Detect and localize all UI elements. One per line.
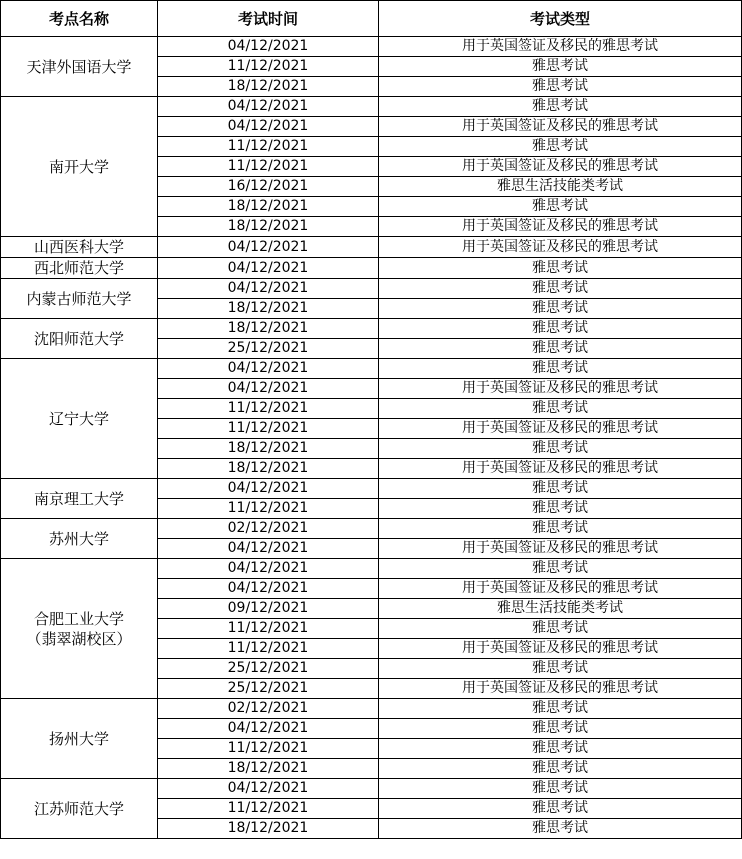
exam-type-cell: 雅思考试	[379, 339, 742, 359]
exam-date-cell: 18/12/2021	[158, 759, 379, 779]
exam-type-cell: 雅思考试	[379, 499, 742, 519]
exam-date-cell: 18/12/2021	[158, 77, 379, 97]
exam-type-cell: 用于英国签证及移民的雅思考试	[379, 579, 742, 599]
venue-name-cell	[1, 699, 158, 779]
exam-type-cell: 雅思生活技能类考试	[379, 599, 742, 619]
exam-date-cell: 04/12/2021	[158, 359, 379, 379]
venue-name: 西北师范大学	[33, 259, 124, 277]
venue-name-cell	[1, 97, 158, 237]
exam-type-cell: 雅思考试	[379, 719, 742, 739]
exam-type-cell: 用于英国签证及移民的雅思考试	[379, 237, 742, 258]
table-row	[1, 97, 742, 117]
table-row	[1, 699, 742, 719]
exam-date-cell: 18/12/2021	[158, 299, 379, 319]
exam-type-cell: 雅思考试	[379, 479, 742, 499]
exam-type-cell: 用于英国签证及移民的雅思考试	[379, 157, 742, 177]
exam-date-cell: 04/12/2021	[158, 479, 379, 499]
exam-type-cell: 雅思考试	[379, 197, 742, 217]
exam-type-cell: 用于英国签证及移民的雅思考试	[379, 459, 742, 479]
exam-date-cell: 11/12/2021	[158, 137, 379, 157]
exam-type-cell: 雅思考试	[379, 519, 742, 539]
exam-type-cell: 用于英国签证及移民的雅思考试	[379, 419, 742, 439]
exam-type-cell: 用于英国签证及移民的雅思考试	[379, 217, 742, 237]
exam-date-cell: 11/12/2021	[158, 419, 379, 439]
venue-name-cell	[1, 319, 158, 359]
exam-type-cell: 用于英国签证及移民的雅思考试	[379, 117, 742, 137]
exam-date-cell: 11/12/2021	[158, 399, 379, 419]
exam-type-cell: 雅思考试	[379, 319, 742, 339]
exam-type-cell: 雅思考试	[379, 559, 742, 579]
exam-type-cell: 用于英国签证及移民的雅思考试	[379, 639, 742, 659]
exam-date-cell: 04/12/2021	[158, 37, 379, 57]
exam-type-cell: 雅思考试	[379, 699, 742, 719]
exam-date-cell: 11/12/2021	[158, 799, 379, 819]
exam-date-cell: 18/12/2021	[158, 439, 379, 459]
exam-type-cell: 雅思考试	[379, 759, 742, 779]
exam-date-cell: 25/12/2021	[158, 339, 379, 359]
table-row	[1, 37, 742, 57]
exam-date-cell: 04/12/2021	[158, 559, 379, 579]
exam-type-cell: 雅思考试	[379, 258, 742, 279]
exam-type-cell: 雅思考试	[379, 799, 742, 819]
table-row	[1, 237, 742, 258]
exam-type-cell: 雅思考试	[379, 659, 742, 679]
venue-name: 南开大学	[48, 157, 109, 176]
venue-name: 山西医科大学	[33, 238, 124, 256]
venue-name: 苏州大学	[48, 529, 109, 548]
exam-date-cell: 25/12/2021	[158, 679, 379, 699]
table-row	[1, 319, 742, 339]
venue-subname: （翡翠湖校区）	[26, 629, 132, 648]
table-row	[1, 519, 742, 539]
exam-type-cell: 雅思考试	[379, 739, 742, 759]
exam-type-cell: 雅思考试	[379, 399, 742, 419]
exam-date-cell: 04/12/2021	[158, 539, 379, 559]
table-row	[1, 279, 742, 299]
exam-date-cell: 04/12/2021	[158, 117, 379, 137]
venue-name-cell	[1, 359, 158, 479]
venue-name: 沈阳师范大学	[33, 329, 124, 348]
exam-date-cell: 18/12/2021	[158, 459, 379, 479]
exam-date-cell: 04/12/2021	[158, 379, 379, 399]
venue-column-header: 考点名称	[1, 1, 158, 37]
exam-date-cell: 11/12/2021	[158, 57, 379, 77]
exam-date-cell: 11/12/2021	[158, 499, 379, 519]
exam-date-cell: 18/12/2021	[158, 217, 379, 237]
venue-name-cell	[1, 519, 158, 559]
venue-name: 天津外国语大学	[26, 57, 132, 76]
exam-type-cell: 用于英国签证及移民的雅思考试	[379, 539, 742, 559]
exam-date-cell: 04/12/2021	[158, 97, 379, 117]
venue-name-cell	[1, 258, 158, 279]
venue-name-cell	[1, 779, 158, 839]
venue-name: 江苏师范大学	[33, 799, 124, 818]
exam-type-cell: 雅思考试	[379, 779, 742, 799]
exam-date-cell: 04/12/2021	[158, 279, 379, 299]
exam-date-cell: 11/12/2021	[158, 639, 379, 659]
table-row	[1, 359, 742, 379]
exam-type-cell: 用于英国签证及移民的雅思考试	[379, 379, 742, 399]
venue-name: 南京理工大学	[33, 489, 124, 508]
exam-type-cell: 雅思考试	[379, 137, 742, 157]
exam-type-cell: 雅思考试	[379, 359, 742, 379]
exam-date-cell: 11/12/2021	[158, 739, 379, 759]
venue-name-cell	[1, 237, 158, 258]
exam-type-cell: 雅思考试	[379, 97, 742, 117]
exam-type-cell: 用于英国签证及移民的雅思考试	[379, 37, 742, 57]
exam-date-cell: 25/12/2021	[158, 659, 379, 679]
header-row	[1, 1, 742, 37]
exam-type-cell: 雅思考试	[379, 439, 742, 459]
table-row	[1, 479, 742, 499]
exam-date-cell: 18/12/2021	[158, 319, 379, 339]
exam-date-cell: 04/12/2021	[158, 237, 379, 258]
exam-date-cell: 18/12/2021	[158, 819, 379, 839]
exam-date-cell: 11/12/2021	[158, 619, 379, 639]
venue-name: 合肥工业大学	[33, 609, 124, 628]
exam-date-cell: 02/12/2021	[158, 519, 379, 539]
venue-name: 扬州大学	[48, 729, 109, 748]
date-column-header: 考试时间	[158, 1, 379, 37]
exam-type-cell: 雅思考试	[379, 299, 742, 319]
exam-date-cell: 04/12/2021	[158, 719, 379, 739]
exam-type-cell: 雅思生活技能类考试	[379, 177, 742, 197]
exam-type-cell: 雅思考试	[379, 57, 742, 77]
venue-name-cell	[1, 279, 158, 319]
exam-type-cell: 雅思考试	[379, 279, 742, 299]
exam-date-cell: 11/12/2021	[158, 157, 379, 177]
venue-name-cell	[1, 479, 158, 519]
table-row	[1, 258, 742, 279]
venue-name-cell	[1, 37, 158, 97]
exam-type-cell: 雅思考试	[379, 819, 742, 839]
exam-date-cell: 02/12/2021	[158, 699, 379, 719]
venue-name-cell	[1, 559, 158, 699]
type-column-header: 考试类型	[379, 1, 742, 37]
table-body	[1, 37, 742, 839]
table-row	[1, 559, 742, 579]
exam-type-cell: 用于英国签证及移民的雅思考试	[379, 679, 742, 699]
table-row	[1, 779, 742, 799]
exam-date-cell: 16/12/2021	[158, 177, 379, 197]
exam-date-cell: 04/12/2021	[158, 579, 379, 599]
exam-type-cell: 雅思考试	[379, 77, 742, 97]
exam-date-cell: 04/12/2021	[158, 779, 379, 799]
venue-name: 辽宁大学	[48, 409, 109, 428]
venue-name: 内蒙古师范大学	[26, 289, 132, 308]
exam-date-cell: 18/12/2021	[158, 197, 379, 217]
exam-type-cell: 雅思考试	[379, 619, 742, 639]
exam-date-cell: 04/12/2021	[158, 258, 379, 279]
exam-date-cell: 09/12/2021	[158, 599, 379, 619]
